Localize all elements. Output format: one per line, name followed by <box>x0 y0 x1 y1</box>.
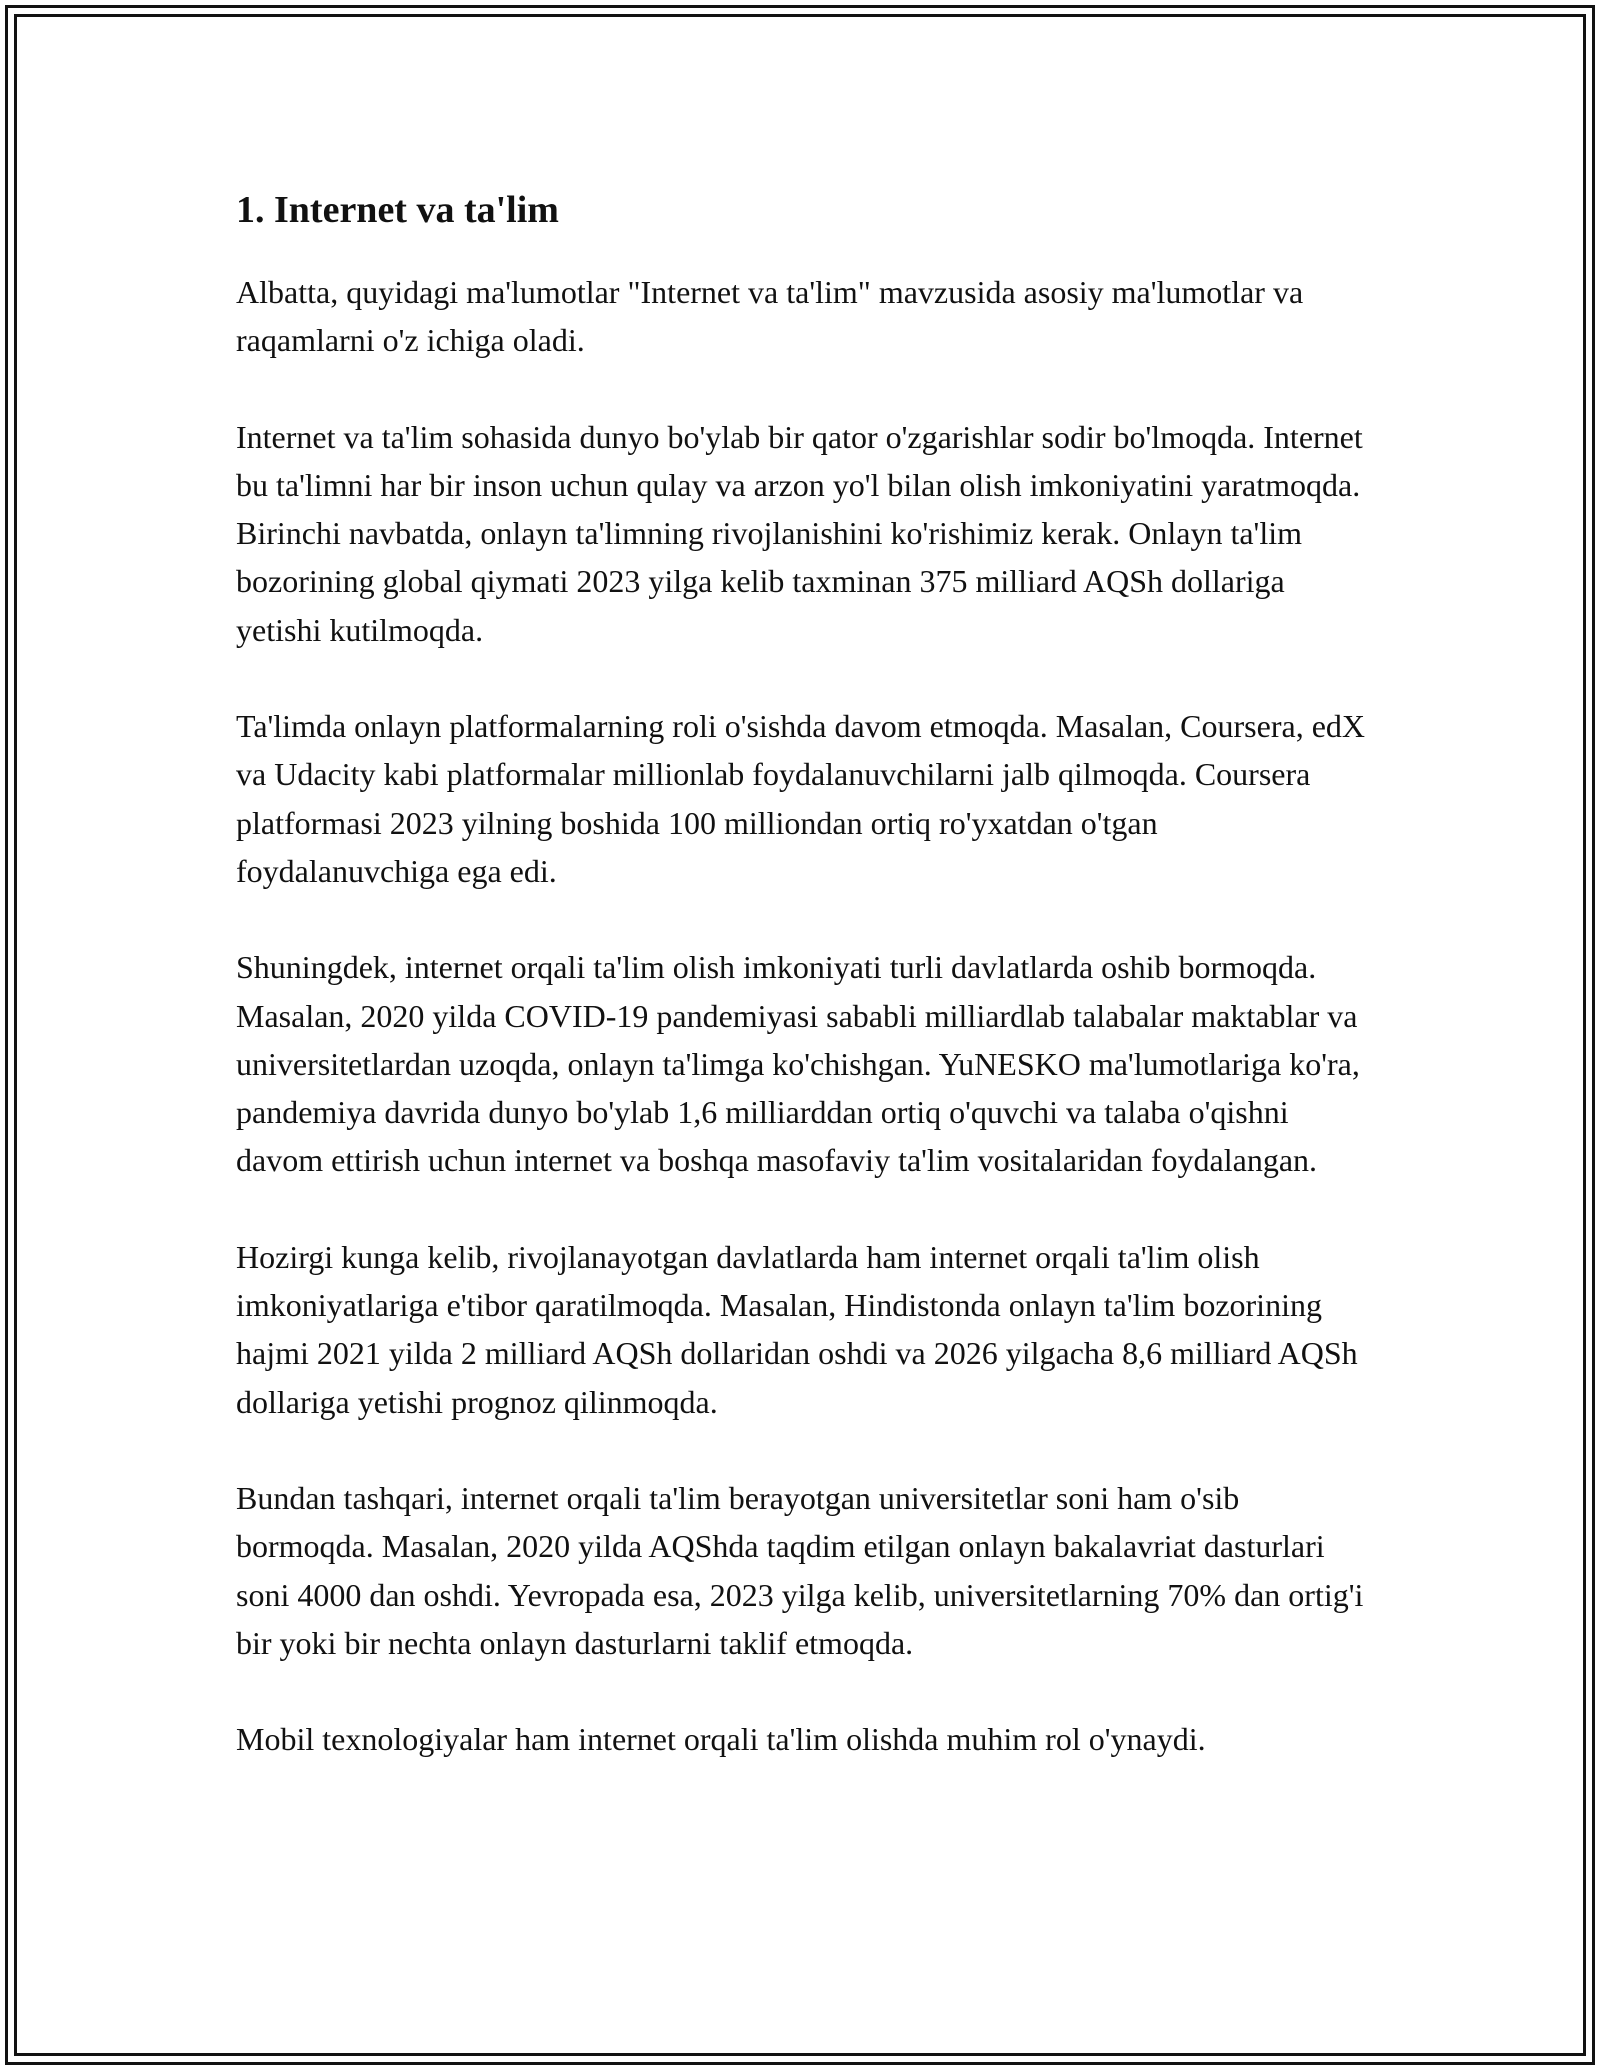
paragraph-developing-countries: Hozirgi kunga kelib, rivojlanayotgan davlatlarda ham internet orqali ta'lim olish imkoniyatlariga e'tibor qaratilmoqda. Masalan, Hindistonda onlayn ta'lim bozorining hajmi 2021 yilda 2 milliard AQSh dollaridan oshdi va 2026 yilgacha 8,6 milliard AQSh dollariga yetishi prognoz qilinmoqda. <box>236 1238 1358 1420</box>
paragraph-global-market: Internet va ta'lim sohasida dunyo bo'ylab bir qator o'zgarishlar sodir bo'lmoqda. Internet bu ta'limni har bir inson uchun qulay va arzon yo'l bilan olish imkoniyatini yaratmoqda. Birinchi navbatda, onlayn ta'limning rivojlanishini ko'rishimiz kerak. Onlayn ta'lim bozorining global qiymati 2023 yilga kelib taxminan 375 milliard AQSh dollariga yetishi kutilmoqda. <box>236 418 1363 648</box>
paragraph-mobile: Mobil texnologiyalar ham internet orqali ta'lim olishda muhim rol o'ynaydi. <box>236 1721 1206 1758</box>
paragraph-intro: Albatta, quyidagi ma'lumotlar "Internet va ta'lim" mavzusida asosiy ma'lumotlar va raqamlarni o'z ichiga oladi. <box>236 274 1304 359</box>
paragraph-universities: Bundan tashqari, internet orqali ta'lim berayotgan universitetlar soni ham o'sib bormoqda. Masalan, 2020 yilda AQShda taqdim etilgan onlayn bakalavriat dasturlari soni 4000 dan oshdi. Yevropada esa, 2023 yilga kelib, universitetlarning 70% dan ortig'i bir yoki bir nechta onlayn dasturlarni taklif etmoqda. <box>236 1479 1364 1661</box>
document-body <box>236 186 1366 1811</box>
section-heading: 1. Internet va ta'lim <box>236 189 559 231</box>
paragraph-pandemic: Shuningdek, internet orqali ta'lim olish imkoniyati turli davlatlarda oshib bormoqda. Masalan, 2020 yilda COVID-19 pandemiyasi sababli milliardlab talabalar maktablar va universitetlardan uzoqda, onlayn ta'limga ko'chishgan. YuNESKO ma'lumotlariga ko'ra, pandemiya davrida dunyo bo'ylab 1,6 milliarddan ortiq o'quvchi va talaba o'qishni davom ettirish uchun internet va boshqa masofaviy ta'lim vositalaridan foydalangan. <box>236 949 1360 1179</box>
paragraph-platforms: Ta'limda onlayn platformalarning roli o'sishda davom etmoqda. Masalan, Coursera, edX va Udacity kabi platformalar millionlab foydalanuvchilarni jalb qilmoqda. Coursera platformasi 2023 yilning boshida 100 milliondan ortiq ro'yxatdan o'tgan foydalanuvchiga ega edi. <box>236 708 1365 889</box>
